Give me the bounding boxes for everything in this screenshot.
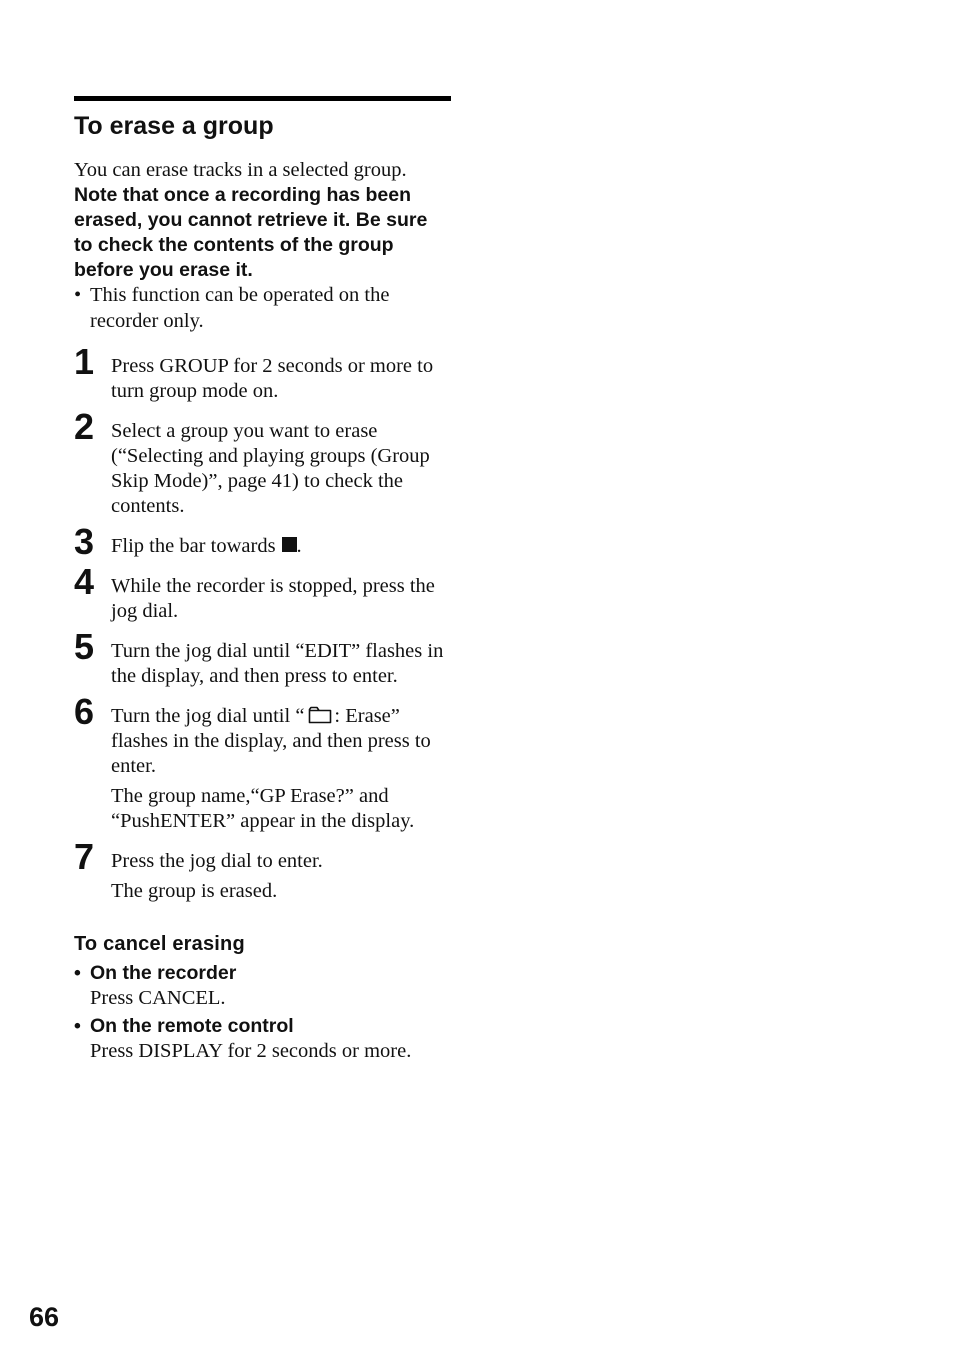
step-text: Flip the bar towards [111, 535, 276, 557]
step-text: Select a group you want to erase (“Selecting and playing groups (Group Skip Mode)”, page 41) to check the contents. [111, 420, 430, 517]
cancel-heading: To cancel erasing [74, 933, 245, 955]
operation-note-text: This function can be operated on the recorder only. [90, 284, 390, 332]
step-text: Turn the jog dial until “EDIT” flashes in the display, and then press to enter. [111, 640, 444, 687]
step-3 [74, 521, 451, 562]
bullet-mark: • [74, 962, 81, 984]
step-result: The group name,“GP Erase?” and “PushENTER” appear in the display. [111, 785, 415, 832]
step-text-end: . [296, 535, 302, 557]
step-number: 4 [74, 561, 95, 602]
step-number: 5 [74, 626, 95, 667]
cancel-item-text: Press DISPLAY for 2 seconds or more. [90, 1040, 412, 1062]
step-2 [74, 406, 451, 519]
cancel-item-text: Press CANCEL. [90, 987, 226, 1009]
step-text: Turn the jog dial until “ [111, 705, 305, 727]
section-title: To erase a group [74, 112, 274, 140]
cancel-item-recorder [74, 961, 451, 1011]
step-number: 3 [74, 521, 95, 562]
cancel-item-remote [74, 1014, 451, 1064]
step-text-line [111, 534, 451, 559]
folder-icon [308, 706, 332, 724]
page-number: 66 [29, 1302, 60, 1332]
intro-text: You can erase tracks in a selected group. [74, 159, 407, 181]
step-list [74, 341, 451, 904]
step-number: 7 [74, 836, 95, 877]
section-rule [74, 96, 451, 101]
cancel-item-label: On the remote control [90, 1015, 294, 1037]
content-column [74, 96, 451, 1064]
warning-text: Note that once a recording has been erased, you cannot retrieve it. Be sure to check the contents of the group before you erase it. [74, 184, 428, 281]
step-6 [74, 691, 451, 834]
step-7 [74, 836, 451, 904]
step-text: Press the jog dial to enter. [111, 850, 323, 872]
bullet-mark: • [74, 284, 82, 306]
step-1 [74, 341, 451, 404]
step-number: 6 [74, 691, 95, 732]
step-number: 1 [74, 341, 95, 382]
step-text: Press GROUP for 2 seconds or more to turn group mode on. [111, 355, 434, 402]
stop-square-icon [282, 537, 297, 552]
cancel-item-label: On the recorder [90, 962, 237, 984]
step-result: The group is erased. [111, 880, 278, 902]
bullet-mark: • [74, 1015, 81, 1037]
step-4 [74, 561, 451, 624]
step-5 [74, 626, 451, 689]
operation-note [74, 283, 451, 334]
step-text-line [111, 704, 451, 779]
step-text-end: : Erase” flashes in the display, and then press to enter. [111, 705, 431, 777]
step-number: 2 [74, 406, 95, 447]
step-text: While the recorder is stopped, press the jog dial. [111, 575, 435, 622]
